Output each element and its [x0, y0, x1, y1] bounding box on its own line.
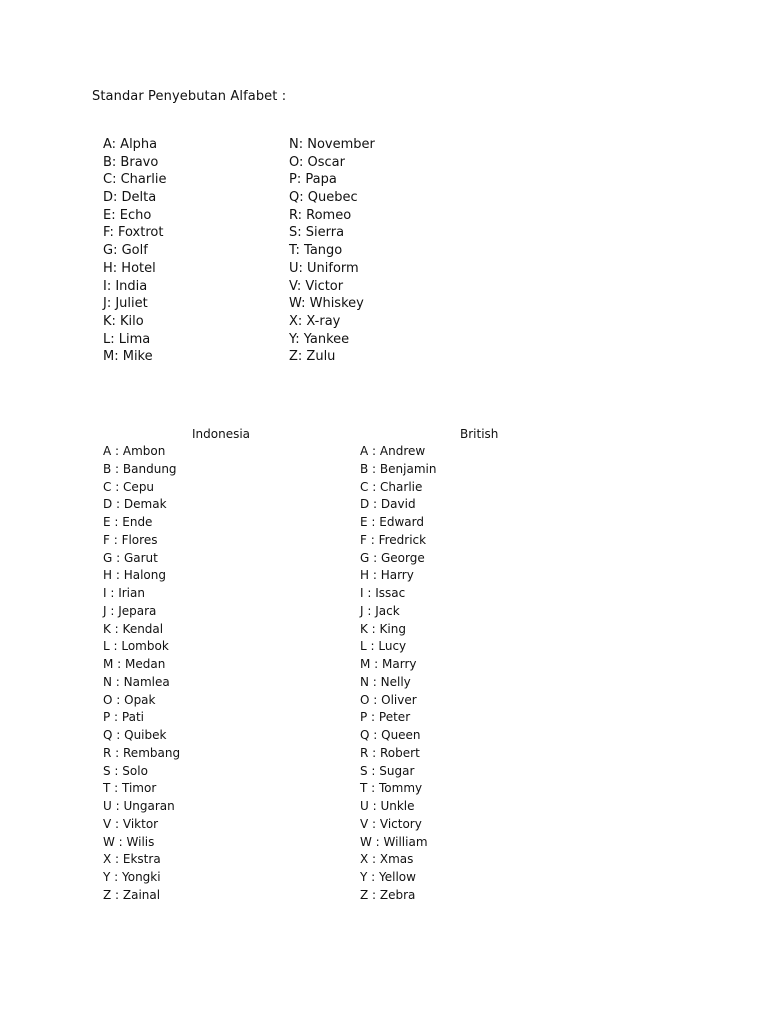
indonesia-entry: B : Bandung: [103, 461, 177, 476]
british-entry: N : Nelly: [360, 674, 411, 689]
indonesia-entry: U : Ungaran: [103, 799, 175, 813]
nato-entry: A: Alpha: [103, 137, 158, 152]
british-entry: V : Victory: [360, 816, 422, 831]
british-entry: G : George: [360, 550, 425, 565]
nato-entry: S: Sierra: [289, 225, 345, 241]
nato-entry: W: Whiskey: [289, 296, 364, 312]
british-entry: D : David: [360, 497, 416, 512]
indonesia-entry: W : Wilis: [103, 834, 155, 849]
nato-entry: Z: Zulu: [289, 349, 336, 365]
british-entry: B : Benjamin: [360, 461, 437, 476]
british-entry: I : Issac: [360, 586, 406, 600]
nato-entry: M: Mike: [103, 349, 153, 365]
indonesia-entry: C : Cepu: [103, 479, 155, 494]
nato-entry: O: Oscar: [289, 154, 345, 170]
nato-entry: P: Papa: [289, 172, 337, 188]
nato-entry: B: Bravo: [103, 154, 159, 170]
indonesia-entry: E : Ende: [103, 515, 153, 529]
british-entry: A : Andrew: [360, 444, 426, 458]
british-heading: British: [460, 427, 499, 441]
british-entry: O : Oliver: [360, 692, 417, 707]
indonesia-entry: X : Ekstra: [103, 852, 161, 867]
indonesia-entry: K : Kendal: [103, 621, 164, 636]
nato-entry: R: Romeo: [289, 207, 352, 223]
nato-entry: T: Tango: [289, 243, 343, 259]
british-entry: C : Charlie: [360, 479, 423, 494]
nato-entry: K: Kilo: [103, 313, 144, 329]
nato-entry: I: India: [103, 278, 148, 294]
british-entry: J : Jack: [360, 603, 400, 618]
british-entry: T : Tommy: [360, 781, 423, 796]
indonesia-entry: I : Irian: [103, 586, 145, 600]
nato-entry: Y: Yankee: [289, 331, 350, 347]
indonesia-entry: Y : Yongki: [103, 870, 161, 884]
british-entry: Y : Yellow: [360, 870, 416, 884]
indonesia-heading: Indonesia: [192, 427, 251, 441]
nato-entry: C: Charlie: [103, 172, 167, 188]
document-title: Standar Penyebutan Alfabet :: [92, 89, 287, 104]
nato-entry: X: X-ray: [289, 313, 341, 329]
indonesia-entry: A : Ambon: [103, 444, 166, 458]
indonesia-spelling-list: [103, 443, 180, 905]
indonesia-entry: N : Namlea: [103, 674, 170, 689]
british-entry: K : King: [360, 621, 406, 636]
indonesia-entry: T : Timor: [103, 781, 157, 796]
british-entry: H : Harry: [360, 568, 414, 583]
nato-entry: L: Lima: [103, 331, 151, 347]
indonesia-entry: V : Viktor: [103, 816, 159, 831]
indonesia-entry: P : Pati: [103, 710, 144, 725]
british-entry: W : William: [360, 834, 428, 849]
british-entry: F : Fredrick: [360, 532, 427, 547]
nato-entry: H: Hotel: [103, 260, 156, 276]
indonesia-entry: Q : Quibek: [103, 728, 167, 742]
indonesia-entry: G : Garut: [103, 550, 158, 565]
british-spelling-list: [360, 443, 436, 905]
nato-alphabet-column-a-m: [103, 136, 166, 366]
british-entry: Q : Queen: [360, 728, 421, 742]
nato-entry: D: Delta: [103, 190, 157, 206]
indonesia-entry: O : Opak: [103, 692, 156, 707]
nato-entry: V: Victor: [289, 278, 344, 294]
nato-entry: G: Golf: [103, 243, 148, 259]
indonesia-entry: S : Solo: [103, 763, 148, 778]
nato-entry: Q: Quebec: [289, 190, 358, 206]
indonesia-entry: M : Medan: [103, 657, 166, 671]
british-entry: M : Marry: [360, 657, 417, 671]
nato-entry: F: Foxtrot: [103, 225, 164, 241]
british-entry: R : Robert: [360, 745, 420, 760]
indonesia-entry: Z : Zainal: [103, 887, 161, 902]
british-entry: Z : Zebra: [360, 887, 416, 902]
nato-alphabet-column-n-z: [289, 136, 375, 366]
british-entry: U : Unkle: [360, 799, 415, 813]
indonesia-entry: F : Flores: [103, 532, 158, 547]
indonesia-entry: H : Halong: [103, 568, 166, 583]
nato-entry: E: Echo: [103, 207, 152, 223]
indonesia-entry: J : Jepara: [103, 603, 157, 618]
nato-entry: N: November: [289, 137, 375, 152]
nato-entry: U: Uniform: [289, 260, 359, 276]
british-entry: P : Peter: [360, 710, 411, 725]
british-entry: X : Xmas: [360, 852, 414, 867]
nato-entry: J: Juliet: [103, 296, 148, 312]
british-entry: L : Lucy: [360, 639, 407, 654]
indonesia-entry: D : Demak: [103, 497, 167, 512]
indonesia-entry: R : Rembang: [103, 745, 181, 760]
indonesia-entry: L : Lombok: [103, 639, 169, 654]
british-entry: E : Edward: [360, 515, 424, 529]
british-entry: S : Sugar: [360, 763, 415, 778]
